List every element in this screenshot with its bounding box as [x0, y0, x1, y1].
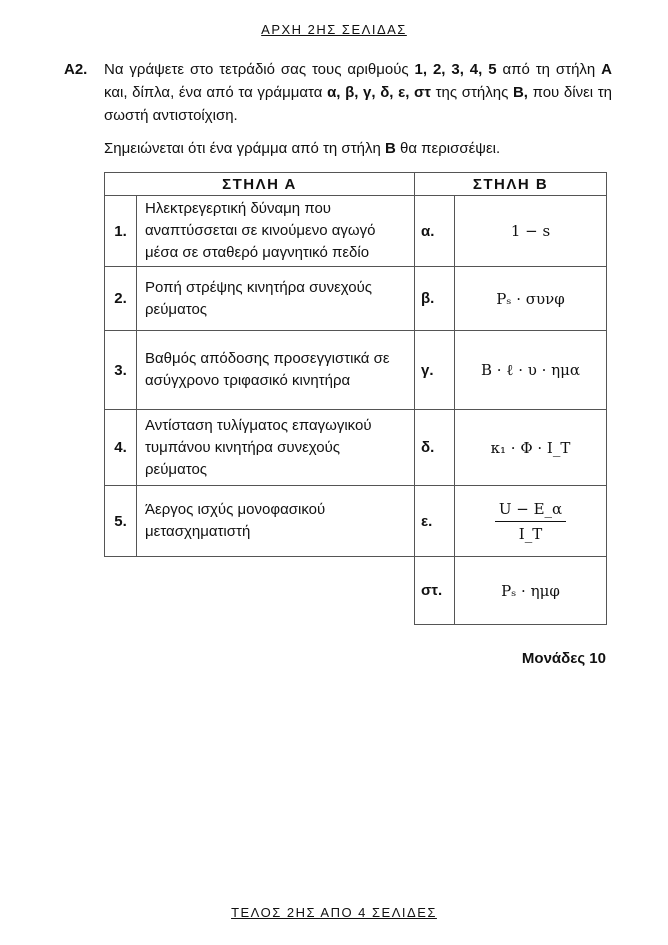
fraction	[495, 500, 566, 543]
row-formula: 1 − s	[455, 196, 607, 267]
table-header-row	[105, 173, 607, 196]
row-number: 2.	[105, 267, 137, 331]
row-letter: γ.	[415, 331, 455, 410]
row-formula: B · ℓ · υ · ημα	[455, 331, 607, 410]
instr-column-b: Β,	[512, 84, 528, 101]
question-a2	[64, 58, 612, 160]
instr-part-1: Να γράψετε στο τετράδιό σας τους αριθμούς	[104, 61, 415, 78]
row-description: Άεργος ισχύς μονοφασικού μετασχηματιστή	[137, 486, 415, 557]
row-formula: Pₛ · ημφ	[455, 557, 607, 625]
column-b-header: ΣΤΗΛΗ Β	[415, 173, 607, 196]
table-row	[105, 267, 607, 331]
fraction-denominator: I_T	[518, 524, 543, 543]
question-instructions	[104, 58, 612, 127]
table-row	[105, 410, 607, 486]
row-number: 5.	[105, 486, 137, 557]
matching-table	[104, 172, 607, 625]
row-formula	[455, 486, 607, 557]
fraction-numerator: U − E_α	[495, 500, 566, 522]
question-note	[104, 137, 612, 160]
row-formula: Pₛ · συνφ	[455, 267, 607, 331]
row-letter: δ.	[415, 410, 455, 486]
instr-part-5: που δίνει τη σωστή αντιστοίχιση.	[104, 84, 612, 124]
column-a-header: ΣΤΗΛΗ Α	[105, 173, 415, 196]
instr-part-3: και, δίπλα, ένα από τα γράμματα	[104, 84, 328, 101]
row-letter: ε.	[415, 486, 455, 557]
empty-cell	[105, 557, 415, 625]
instr-numbers: 1, 2, 3, 4, 5	[414, 61, 497, 78]
question-label: Α2.	[64, 61, 88, 78]
page-footer: ΤΕΛΟΣ 2ΗΣ ΑΠΟ 4 ΣΕΛΙΔΕΣ	[231, 905, 437, 920]
page-header: ΑΡΧΗ 2ΗΣ ΣΕΛΙΔΑΣ	[261, 22, 407, 37]
row-description: Ροπή στρέψης κινητήρα συνεχούς ρεύματος	[137, 267, 415, 331]
note-part-2: θα περισσέψει.	[395, 140, 501, 157]
row-number: 3.	[105, 331, 137, 410]
table-row	[105, 196, 607, 267]
row-description: Βαθμός απόδοσης προσεγγιστικά σε ασύγχρονο τριφασικό κινητήρα	[137, 331, 415, 410]
row-description: Αντίσταση τυλίγματος επαγωγικού τυμπάνου κινητήρα συνεχούς ρεύματος	[137, 410, 415, 486]
table-row	[105, 486, 607, 557]
instr-letters: α, β, γ, δ, ε, στ	[327, 84, 431, 101]
row-description: Ηλεκτρεγερτική δύναμη που αναπτύσσεται σε κινούμενο αγωγό μέσα σε σταθερό μαγνητικό πεδίο	[137, 196, 415, 267]
table-row-extra	[105, 557, 607, 625]
note-column-b: Β	[384, 140, 396, 157]
row-number: 4.	[105, 410, 137, 486]
row-letter: α.	[415, 196, 455, 267]
row-formula: κ₁ · Φ · I_T	[455, 410, 607, 486]
note-part-1: Σημειώνεται ότι ένα γράμμα από τη στήλη	[104, 140, 385, 157]
row-number: 1.	[105, 196, 137, 267]
instr-part-4: της στήλης	[430, 84, 513, 101]
table-row	[105, 331, 607, 410]
instr-column-a: Α	[601, 61, 612, 78]
row-letter: β.	[415, 267, 455, 331]
instr-part-2: από τη στήλη	[496, 61, 602, 78]
points-label: Μονάδες 10	[521, 650, 606, 667]
row-letter: στ.	[415, 557, 455, 625]
